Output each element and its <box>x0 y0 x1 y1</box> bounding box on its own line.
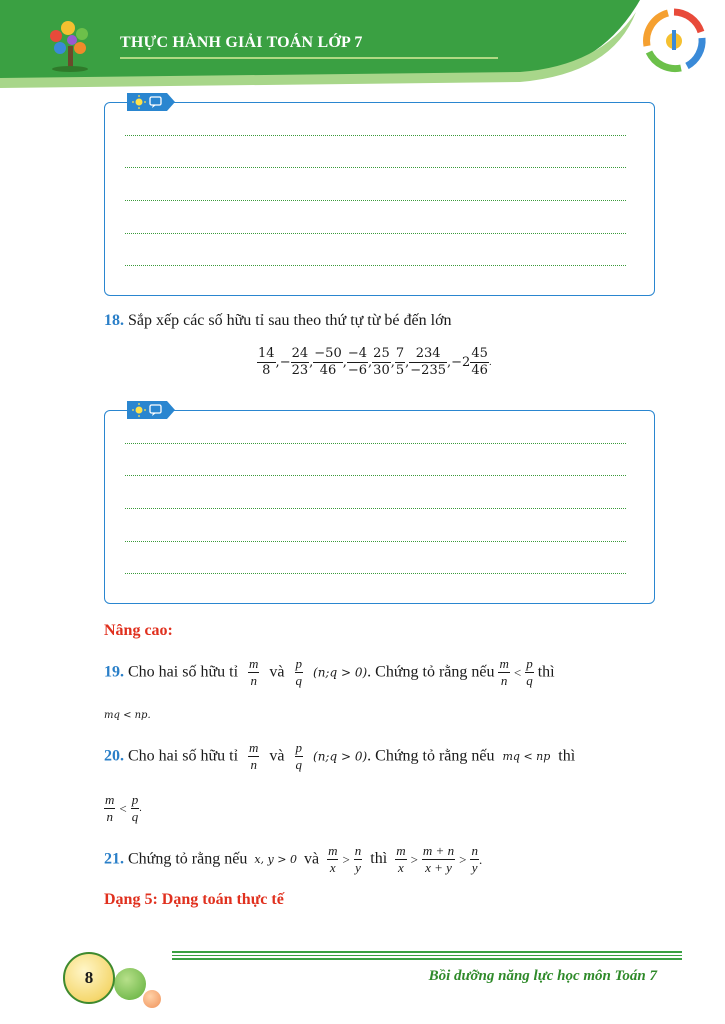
question-text: Cho hai số hữu tỉ <box>128 747 239 765</box>
section-heading: Dạng 5: Dạng toán thực tế <box>104 891 284 908</box>
fraction-n-over-y: $\frac{n}{y}$ <box>354 843 362 876</box>
header-title: THỰC HÀNH GIẢI TOÁN LỚP 7 <box>120 34 363 51</box>
answer-line <box>125 541 626 542</box>
separator: , <box>447 355 452 371</box>
note-tag-icon <box>127 401 175 419</box>
decor-orange-dot <box>143 990 161 1008</box>
question-21 <box>104 843 482 877</box>
answer-line <box>125 475 626 476</box>
question-19 <box>104 656 555 690</box>
condition: (n;q > 0) <box>313 665 368 680</box>
fraction-p-over-q: $\frac{p}{q}$ <box>295 740 303 773</box>
separator: , <box>390 355 395 371</box>
fraction-p-over-q: $\frac{p}{q}$ <box>295 656 303 689</box>
fraction-mn-over-xy: $\frac{m + n}{x + y}$ <box>422 843 455 876</box>
word-then: thì <box>558 747 576 765</box>
q18-fraction-list <box>257 346 492 380</box>
fraction: $\frac{234}{-235}$ <box>410 346 446 379</box>
answer-line <box>125 135 626 136</box>
period: . <box>478 851 483 867</box>
question-number: 21. <box>104 850 124 868</box>
less-than: < <box>513 664 522 680</box>
fraction: $\frac{25}{30}$ <box>373 346 390 379</box>
question-text: Sắp xếp các số hữu tỉ sau theo thứ tự từ bé đến lớn <box>128 312 452 329</box>
answer-line <box>125 573 626 574</box>
fraction-p-over-q: $\frac{p}{q}$ <box>526 656 533 689</box>
separator: . <box>488 357 492 368</box>
greater-than: > <box>459 851 467 867</box>
fraction-m-over-n: $\frac{m}{n}$ <box>499 656 509 689</box>
advanced-heading: Nâng cao: <box>104 622 173 639</box>
question-number: 18. <box>104 312 124 329</box>
greater-than: > <box>410 851 418 867</box>
note-tag-icon <box>127 93 175 111</box>
fraction: $\frac{7}{5}$ <box>395 346 405 379</box>
fraction-sign: −2 <box>451 355 471 371</box>
fraction: $\frac{14}{8}$ <box>258 346 275 379</box>
question-text: Chứng tỏ rằng nếu <box>128 850 248 868</box>
answer-line <box>125 233 626 234</box>
fraction-m-over-x: $\frac{m}{x}$ <box>328 843 338 876</box>
answer-line <box>125 167 626 168</box>
separator: , <box>368 355 373 371</box>
period: . <box>139 803 142 815</box>
less-than: < <box>119 800 127 816</box>
hypothesis: x, y > 0 <box>254 853 297 867</box>
fraction-n-over-y: $\frac{n}{y}$ <box>471 843 478 876</box>
answer-line <box>125 200 626 201</box>
question-18 <box>104 312 452 330</box>
word-and: và <box>269 747 285 765</box>
separator: , <box>309 355 314 371</box>
page-header <box>0 0 725 90</box>
answer-line <box>125 265 626 266</box>
fraction-m-over-n: $\frac{m}{n}$ <box>249 656 259 689</box>
word-then: thì <box>370 850 388 868</box>
answer-line <box>125 443 626 444</box>
separator: , <box>405 355 410 371</box>
decor-green-dot <box>114 968 146 1000</box>
word-and: và <box>303 850 320 868</box>
q20-conclusion <box>104 792 142 826</box>
question-number: 19. <box>104 663 124 681</box>
page-number: 8 <box>63 952 115 1004</box>
condition: (n;q > 0) <box>313 749 368 764</box>
word-then: thì <box>537 663 555 681</box>
question-text: . Chứng tỏ rằng nếu <box>367 663 495 681</box>
question-20 <box>104 740 575 774</box>
fraction: $\frac{-4}{-6}$ <box>347 346 368 379</box>
question-text: . Chứng tỏ rằng nếu <box>367 747 495 765</box>
word-and: và <box>269 663 285 681</box>
fraction-sign: − <box>279 355 291 371</box>
fraction-m-over-x: $\frac{m}{x}$ <box>396 843 406 876</box>
question-number: 20. <box>104 747 124 765</box>
tree-logo-icon <box>42 20 100 72</box>
fraction: $\frac{45}{46}$ <box>471 346 488 379</box>
greater-than: > <box>342 851 350 867</box>
answer-line <box>125 508 626 509</box>
fraction: $\frac{-50}{46}$ <box>314 346 342 379</box>
hypothesis: mq < np <box>502 750 551 764</box>
fraction: $\frac{24}{23}$ <box>291 346 309 379</box>
answer-box-2[interactable] <box>104 410 655 604</box>
q19-conclusion: mq < np. <box>104 710 151 721</box>
separator: , <box>275 355 280 371</box>
fraction-p-over-q: $\frac{p}{q}$ <box>131 792 139 825</box>
question-text: Cho hai số hữu tỉ <box>128 663 239 681</box>
separator: , <box>342 355 347 371</box>
answer-box-1[interactable] <box>104 102 655 296</box>
fraction-m-over-n: $\frac{m}{n}$ <box>249 740 259 773</box>
footer-divider <box>172 951 682 962</box>
fraction-m-over-n: $\frac{m}{n}$ <box>105 792 115 825</box>
footer-book-title: Bồi dưỡng năng lực học môn Toán 7 <box>428 968 657 984</box>
school-logo-icon <box>641 8 707 74</box>
